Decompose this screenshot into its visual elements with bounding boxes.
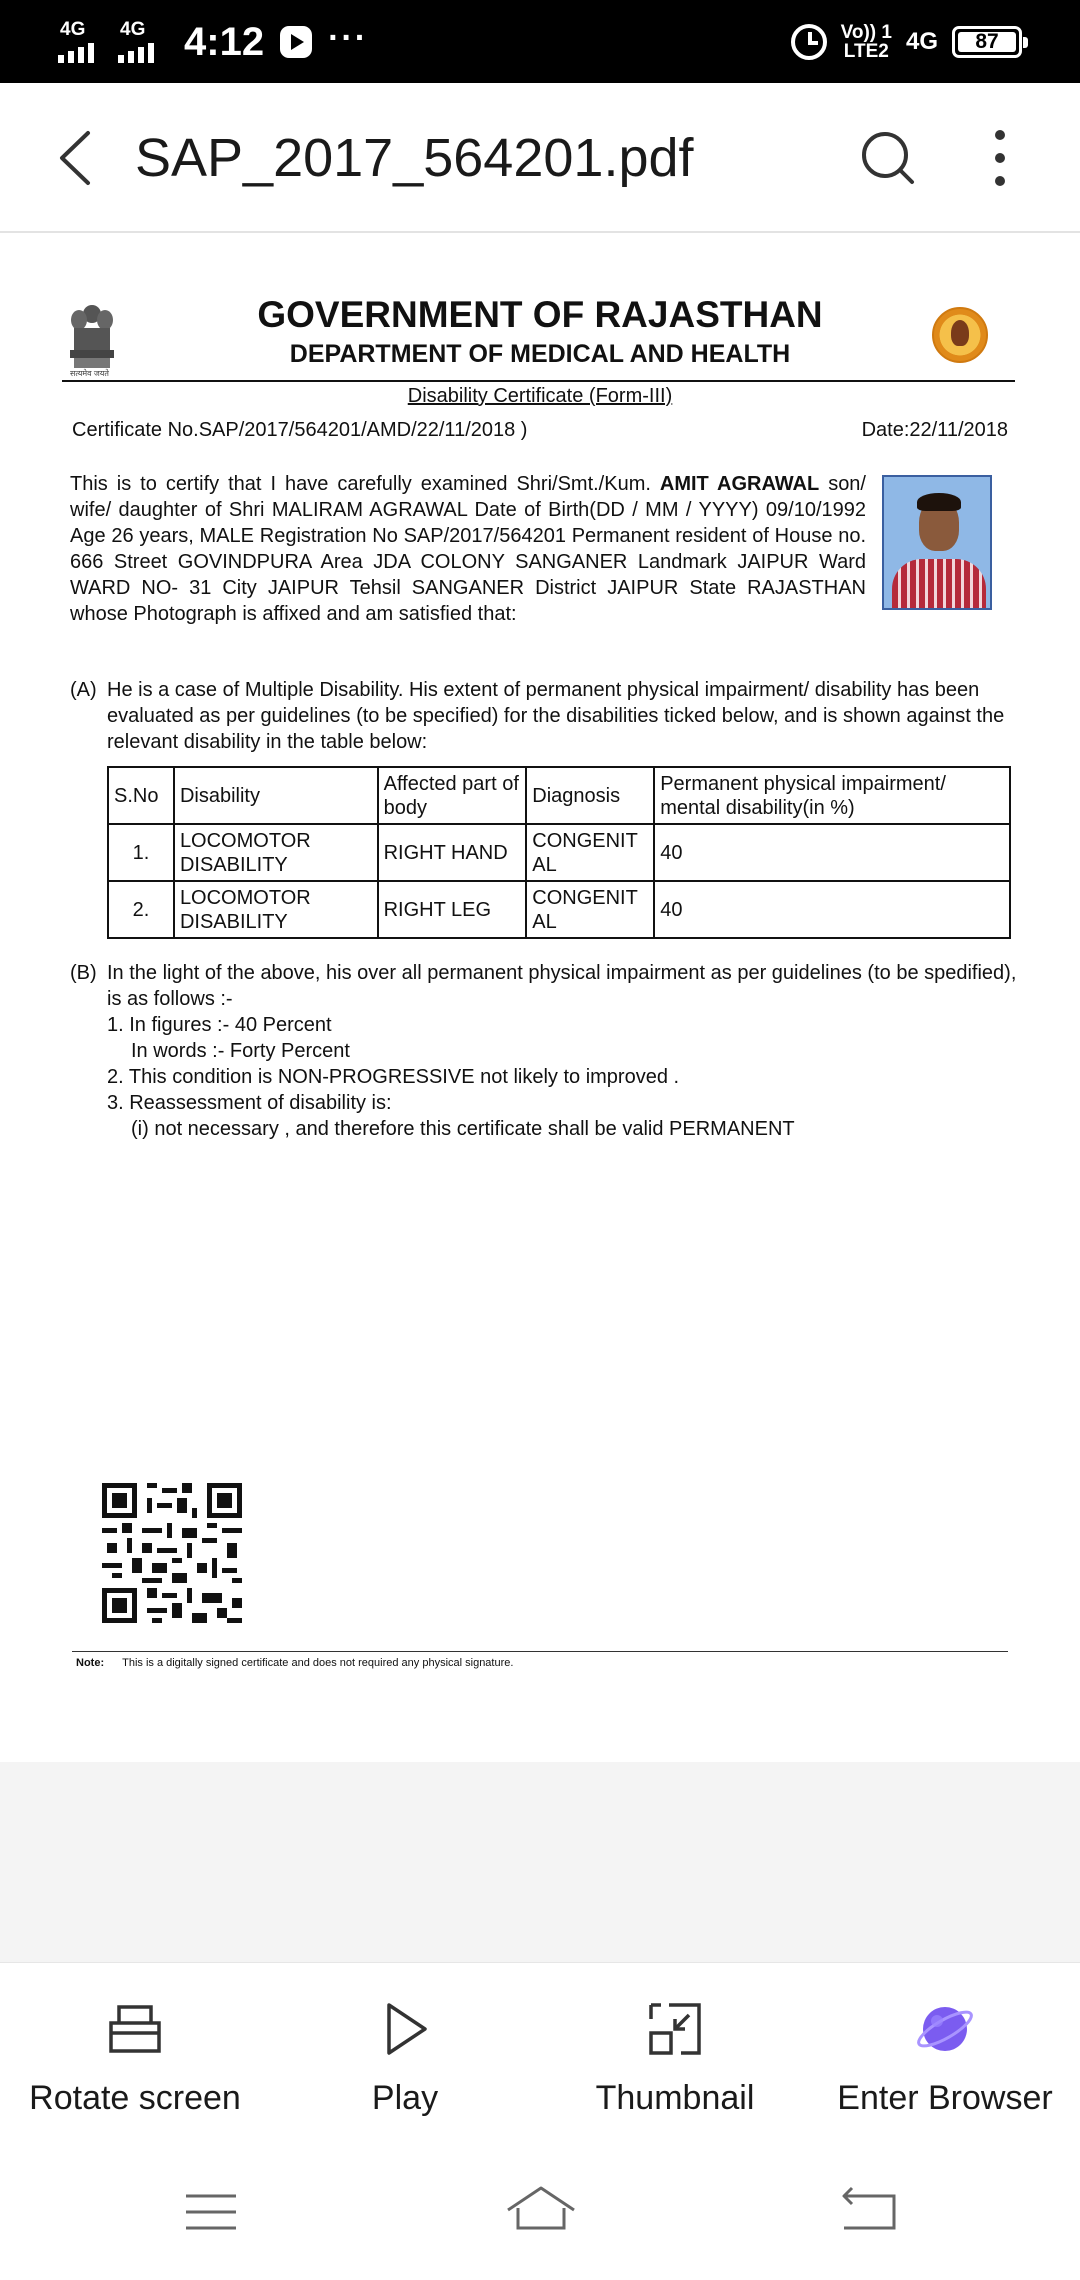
pdf-page[interactable] xyxy=(0,235,1080,1760)
certificate-number: Certificate No.SAP/2017/564201/AMD/22/11/2018 ) xyxy=(72,419,528,441)
intro-text: This is to certify that I have carefully examined Shri/Smt./Kum. xyxy=(70,473,660,495)
battery-icon xyxy=(952,26,1022,58)
table-cell: 40 xyxy=(654,881,1010,938)
enter-browser-label: Enter Browser xyxy=(837,2079,1053,2117)
table-header: Affected part of body xyxy=(378,767,527,824)
table-cell: 40 xyxy=(654,824,1010,881)
reassessment-line: 3. Reassessment of disability is: xyxy=(107,1092,392,1114)
status-right xyxy=(791,14,1022,70)
note-label: Note: xyxy=(76,1657,105,1669)
play-icon xyxy=(375,1999,435,2059)
table-row xyxy=(108,881,1010,938)
signal-sim1-icon xyxy=(58,17,108,67)
certificate-date: Date:22/11/2018 xyxy=(861,419,1008,441)
section-a-text: He is a case of Multiple Disability. His extent of permanent physical impairment/ disability has been evaluated as per guidelines (to be specified) for the disabilities ticked below, and is shown against the relevant disability in the table below: xyxy=(107,679,1005,753)
status-time: 4:12 xyxy=(184,19,265,64)
status-bar xyxy=(0,0,1080,83)
section-a xyxy=(70,677,1020,755)
section-b-marker: (B) xyxy=(70,962,97,984)
table-header: Diagnosis xyxy=(526,767,654,824)
back-arrow-icon xyxy=(48,125,108,191)
disability-table xyxy=(107,766,1011,939)
browser-planet-icon xyxy=(915,1999,975,2059)
system-navigation-bar xyxy=(0,2142,1080,2280)
table-cell: RIGHT HAND xyxy=(378,824,527,881)
note-divider xyxy=(72,1651,1008,1652)
table-header: S.No xyxy=(108,767,174,824)
header-divider xyxy=(62,380,1015,382)
emblem-motto: सत्यमेव जयते xyxy=(70,369,109,378)
section-b-text: In the light of the above, his over all permanent physical impairment as per guidelines (to be spedified), is as follows :- xyxy=(107,962,1017,1010)
network-4g-indicator: 4G xyxy=(905,28,938,55)
table-cell: LOCOMOTOR DISABILITY xyxy=(174,881,378,938)
qr-code-icon xyxy=(102,1483,242,1623)
search-icon xyxy=(856,126,920,190)
footer-note xyxy=(76,1657,513,1669)
rotate-screen-icon xyxy=(105,1999,165,2059)
volte-indicator xyxy=(841,23,892,61)
table-row xyxy=(108,824,1010,881)
more-options-button[interactable] xyxy=(972,123,1028,193)
table-header: Permanent physical impairment/ mental disability(in %) xyxy=(654,767,1010,824)
app-bar xyxy=(0,83,1080,233)
words-line: In words :- Forty Percent xyxy=(131,1040,350,1062)
document-title: SAP_2017_564201.pdf xyxy=(135,128,694,188)
department-seal-icon xyxy=(932,307,988,363)
more-notifications-icon: ··· xyxy=(328,18,369,57)
patient-name: AMIT AGRAWAL xyxy=(659,473,820,495)
document-header xyxy=(200,293,880,371)
intro-details: son/ wife/ daughter of Shri MALIRAM AGRAWAL Date of Birth(DD / MM / YYYY) 09/10/1992 Age 26 years, MALE Registration No SAP/2017/564201 Permanent resident of House no. 666 Street GOVINDPURA Area JDA COLONY SANGANER Landmark JAIPUR Ward WARD NO- 31 City JAIPUR Tehsil SANGANER District JAIPUR State RAJASTHAN whose Photograph is affixed and am satisfied that: xyxy=(70,473,866,625)
home-button[interactable] xyxy=(496,2172,586,2252)
status-left xyxy=(58,12,368,72)
recent-apps-button[interactable] xyxy=(166,2172,256,2252)
section-a-marker: (A) xyxy=(70,679,97,701)
viewer-background xyxy=(0,1762,1080,1962)
certification-paragraph xyxy=(70,471,866,627)
table-cell: RIGHT LEG xyxy=(378,881,527,938)
bottom-action-bar xyxy=(0,1962,1080,2142)
table-header: Disability xyxy=(174,767,378,824)
thumbnail-label: Thumbnail xyxy=(595,2079,755,2117)
table-cell: CONGENIT AL xyxy=(526,824,654,881)
alarm-icon xyxy=(791,24,827,60)
validity-line: (i) not necessary , and therefore this certificate shall be valid PERMANENT xyxy=(131,1118,795,1140)
battery-level: 87 xyxy=(975,30,999,53)
home-icon xyxy=(496,2172,586,2252)
thumbnail-button[interactable] xyxy=(540,1963,810,2143)
volte-line2: LTE2 xyxy=(843,41,889,62)
table-header-row xyxy=(108,767,1010,824)
table-cell: LOCOMOTOR DISABILITY xyxy=(174,824,378,881)
section-b xyxy=(70,960,1020,1142)
menu-lines-icon xyxy=(166,2172,256,2252)
back-nav-icon xyxy=(824,2172,914,2252)
rotate-screen-label: Rotate screen xyxy=(29,2079,241,2117)
search-button[interactable] xyxy=(856,126,920,190)
header-title: GOVERNMENT OF RAJASTHAN xyxy=(257,294,823,335)
youtube-notification-icon xyxy=(280,26,312,58)
network-type-sim2: 4G xyxy=(120,19,146,40)
table-cell: 1. xyxy=(108,824,174,881)
signal-sim2-icon xyxy=(118,17,168,67)
figures-line: 1. In figures :- 40 Percent xyxy=(107,1014,332,1036)
play-label: Play xyxy=(371,2079,439,2117)
thumbnail-icon xyxy=(645,1999,705,2059)
rotate-screen-button[interactable] xyxy=(0,1963,270,2143)
back-nav-button[interactable] xyxy=(824,2172,914,2252)
volte-line1: Vo)) 1 xyxy=(840,22,892,43)
table-cell: CONGENIT AL xyxy=(526,881,654,938)
more-vertical-icon xyxy=(972,123,1028,193)
table-cell: 2. xyxy=(108,881,174,938)
header-subtitle: DEPARTMENT OF MEDICAL AND HEALTH xyxy=(289,340,791,368)
note-text: This is a digitally signed certificate and does not required any physical signature. xyxy=(122,1657,514,1669)
enter-browser-button[interactable] xyxy=(810,1963,1080,2143)
patient-photo xyxy=(882,475,992,610)
play-button[interactable] xyxy=(270,1963,540,2143)
network-type-sim1: 4G xyxy=(60,19,86,40)
condition-line: 2. This condition is NON-PROGRESSIVE not likely to improved . xyxy=(107,1066,680,1088)
form-title: Disability Certificate (Form-III) xyxy=(407,385,673,407)
back-button[interactable] xyxy=(48,125,108,191)
